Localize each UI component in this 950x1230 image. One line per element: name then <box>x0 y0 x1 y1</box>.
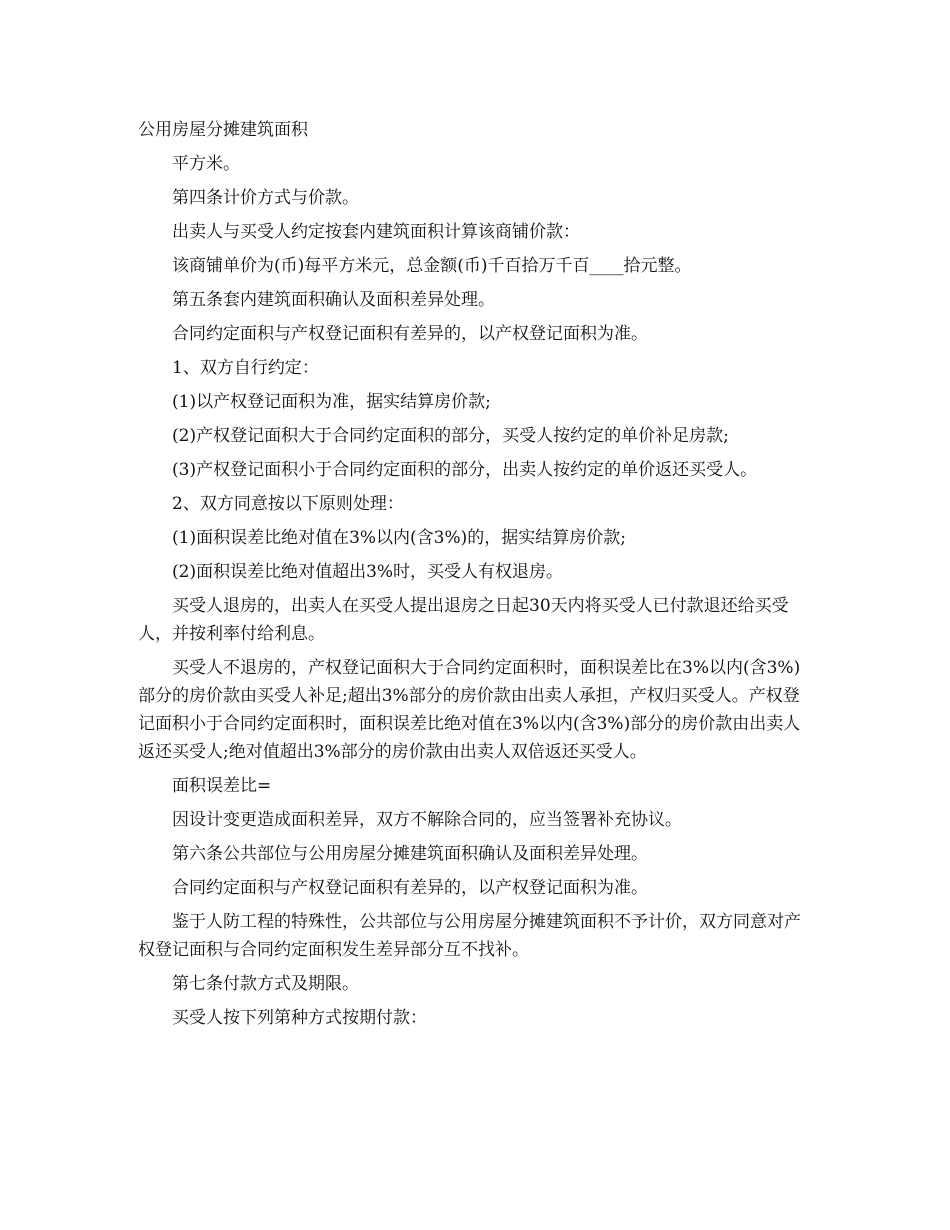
list-item: (3)产权登记面积小于合同约定面积的部分，出卖人按约定的单价返还买受人。 <box>172 460 758 480</box>
paragraph: 鉴于人防工程的特殊性，公共部位与公用房屋分摊建筑面积不予计价，双方同意对产权登记面积与合同约定面积发生差异部分互不找补。 <box>138 912 801 960</box>
paragraph: 合同约定面积与产权登记面积有差异的，以产权登记面积为准。 <box>172 878 648 898</box>
list-item: (2)产权登记面积大于合同约定面积的部分，买受人按约定的单价补足房款; <box>172 426 729 446</box>
formula-line: 面积误差比= <box>172 776 272 796</box>
section-heading: 第七条付款方式及期限。 <box>172 974 359 994</box>
paragraph: 公用房屋分摊建筑面积 <box>138 120 308 140</box>
section-heading: 第六条公共部位与公用房屋分摊建筑面积确认及面积差异处理。 <box>172 844 648 864</box>
list-item: (2)面积误差比绝对值超出3%时，买受人有权退房。 <box>172 562 564 582</box>
list-heading: 2、双方同意按以下原则处理： <box>172 494 404 514</box>
paragraph: 买受人退房的，出卖人在买受人提出退房之日起30天内将买受人已付款退还给买受人，并按利率付给利息。 <box>138 596 789 644</box>
list-item: (1)以产权登记面积为准，据实结算房价款; <box>172 392 491 412</box>
section-heading: 第四条计价方式与价款。 <box>172 188 359 208</box>
list-item: (1)面积误差比绝对值在3%以内(含3%)的，据实结算房价款; <box>172 528 627 548</box>
paragraph: 买受人不退房的，产权登记面积大于合同约定面积时，面积误差比在3%以内(含3%)部分的房价款由买受人补足;超出3%部分的房价款由出卖人承担，产权归买受人。产权登记面积小于合同约定面积时，面积误差比绝对值在3%以内(含3%)部分的房价款由出卖人返还买受人;绝对值超出3%部分的房价款由出卖人双倍返还买受人。 <box>138 658 801 762</box>
paragraph: 因设计变更造成面积差异，双方不解除合同的，应当签署补充协议。 <box>172 810 682 830</box>
paragraph: 合同约定面积与产权登记面积有差异的，以产权登记面积为准。 <box>172 324 648 344</box>
paragraph: 平方米。 <box>172 154 240 174</box>
list-heading: 1、双方自行约定： <box>172 358 319 378</box>
section-heading: 第五条套内建筑面积确认及面积差异处理。 <box>172 290 495 310</box>
document-body <box>138 116 814 1038</box>
paragraph: 出卖人与买受人约定按套内建筑面积计算该商铺价款： <box>172 222 580 242</box>
paragraph: 该商铺单价为(币)每平方米元，总金额(币)千百拾万千百____拾元整。 <box>172 256 692 276</box>
paragraph: 买受人按下列第种方式按期付款： <box>172 1008 427 1028</box>
